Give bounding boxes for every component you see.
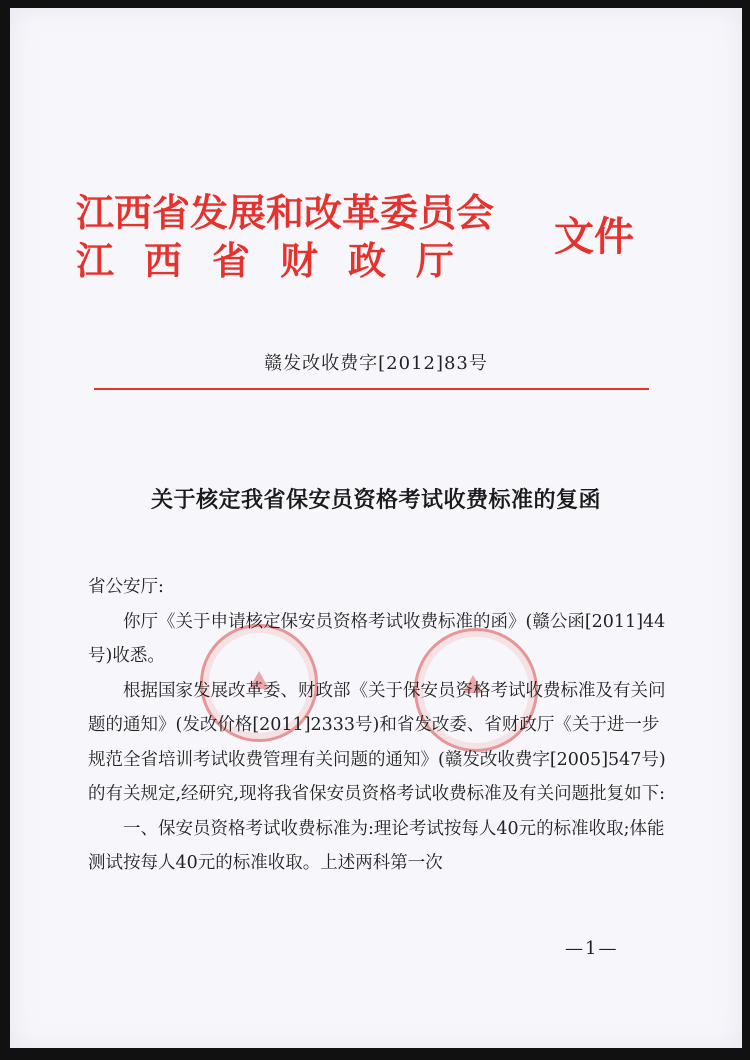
document-title: 关于核定我省保安员资格考试收费标准的复函: [150, 487, 601, 513]
body-paragraph: 你厅《关于申请核定保安员资格考试收费标准的函》(赣公函[2011]44号)收悉。: [88, 611, 666, 666]
page-number: —1—: [565, 938, 619, 959]
document-page: [10, 8, 742, 1048]
red-separator-line: [94, 388, 649, 390]
document-body: [88, 570, 668, 881]
body-paragraph: 根据国家发展改革委、财政部《关于保安员资格考试收费标准及有关问题的通知》(发改价格[2011]2333号)和省发改委、省财政厅《关于进一步规范全省培训考试收费管理有关问题的通知》(赣发改收费字[2005]547号)的有关规定,经研究,现将我省保安员资格考试收费标准及有关问题批复如下:: [88, 680, 666, 804]
document-number: 赣发改收费字[2012]83号: [264, 353, 488, 374]
issuer-line-1: 江西省发展和改革委员会: [76, 190, 495, 235]
body-paragraph: 一、保安员资格考试收费标准为:理论考试按每人40元的标准收取;体能测试按每人40元的标准收取。上述两科第一次: [88, 818, 665, 873]
issuer-line-2: 江西省财政厅: [76, 238, 485, 283]
document-header: [76, 191, 676, 291]
doc-type-label: 文件: [554, 213, 634, 260]
addressee: 省公安厅:: [88, 577, 164, 597]
